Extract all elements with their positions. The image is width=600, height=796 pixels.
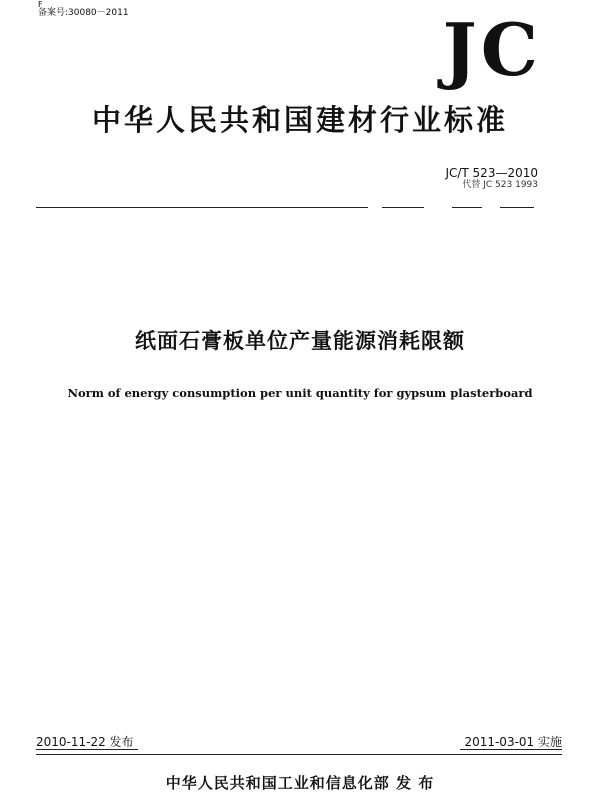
footer-divider (36, 754, 562, 755)
header-divider-segment (382, 207, 424, 208)
document-title-english: Norm of energy consumption per unit quantity for gypsum plasterboard (67, 386, 533, 400)
header-divider (36, 207, 368, 208)
header-divider-segment (452, 207, 482, 208)
ics-code: F (38, 0, 43, 9)
implementation-date: 2011-03-01 实施 (460, 735, 562, 750)
issue-date: 2010-11-22 发布 (36, 735, 138, 750)
header-divider-segment (500, 207, 534, 208)
standard-type-heading: 中华人民共和国建材行业标准 (91, 103, 508, 137)
replaces-standard: 代替 JC 523 1993 (462, 180, 538, 190)
jc-logo: JC (442, 7, 542, 92)
issuing-authority: 中华人民共和国工业和信息化部 发 布 (165, 774, 435, 792)
document-title-chinese: 纸面石膏板单位产量能源消耗限额 (135, 329, 465, 353)
filing-number: 备案号:30080－2011 (38, 8, 129, 18)
standard-number: JC/T 523—2010 (445, 166, 538, 180)
